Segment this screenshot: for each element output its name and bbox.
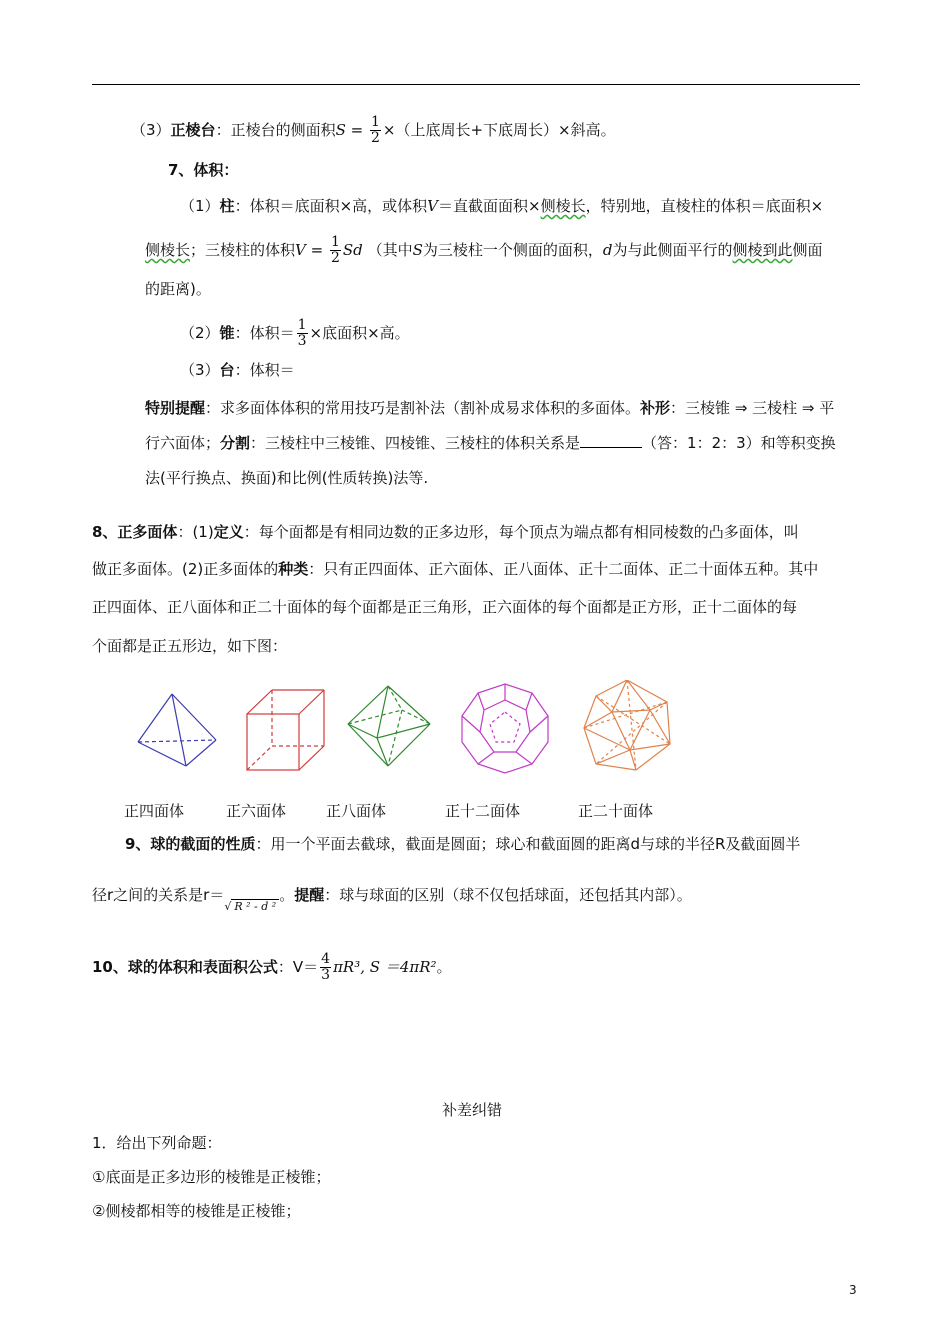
- bcjc-q1: 1．给出下列命题：: [92, 1134, 222, 1152]
- s8-line2: [92, 559, 818, 579]
- s10-title: 10、球的体积和表面积公式: [92, 958, 278, 976]
- s9-line2-c: ：球与球面的区别（球不仅包括球面，还包括其内部）。: [324, 886, 692, 904]
- s7-tip-a: ：求多面体体积的常用技巧是割补法（割补成易求体积的多面体。: [205, 399, 641, 417]
- s7-p2-frac-den: 3: [297, 333, 307, 349]
- s7-p1-wavy: 侧棱长: [540, 197, 586, 215]
- s7-p1-line2-e: 侧面: [792, 241, 823, 259]
- s3-line: [131, 115, 616, 146]
- s7-p1-Sd: Sd: [342, 241, 363, 259]
- caption-dodecahedron: 正十二面体: [445, 802, 521, 820]
- s7-p1-a: ：体积＝底面积×高，或体积: [234, 197, 428, 215]
- s7-p1-prefix: （1）: [180, 197, 220, 215]
- s7-p1-line2: [145, 235, 823, 266]
- s8-line4: 个面都是正五形边，如下图：: [92, 637, 288, 655]
- s7-tip-line2-c: （答：1：2：3）和等积变换: [642, 434, 836, 452]
- s7-tip-bold3: 分割: [220, 434, 251, 452]
- s7-tip-bold: 特别提醒: [145, 399, 206, 417]
- s8-line2-a: 做正多面体。(2)正多面体的: [92, 560, 279, 578]
- s10-a: ：V＝: [277, 958, 319, 976]
- s10-frac-num: 4: [321, 951, 331, 967]
- s7-tip-bold2: 补形: [640, 399, 671, 417]
- bcjc-title: 补差纠错: [442, 1101, 503, 1119]
- s7-p2-b: ×底面积×高。: [309, 324, 410, 342]
- s10-formula: πR³, S ＝4πR²: [333, 958, 437, 976]
- header-rule: [92, 84, 860, 85]
- sqrt-radicand: R ² - d ²: [231, 899, 279, 913]
- s3-bold: 正棱台: [170, 121, 216, 139]
- polyhedra-figures: [130, 680, 690, 780]
- s3-eq: =: [345, 121, 368, 139]
- s7-p2-prefix: （2）: [180, 324, 220, 342]
- s8-line1: [92, 522, 799, 542]
- s3-rest: ×（上底周长+下底周长）×斜高。: [382, 121, 616, 139]
- s7-p1-d: d: [602, 241, 613, 259]
- s7-p2-a: ：体积＝: [234, 324, 295, 342]
- s9-line2-b: 。: [279, 886, 295, 904]
- s7-p3-a: ：体积＝: [234, 361, 295, 379]
- caption-hexahedron: 正六面体: [226, 802, 287, 820]
- s7-p1-b: ＝直截面面积×: [437, 197, 541, 215]
- s7-p1-line3: 的距离)。: [145, 280, 211, 298]
- s7-p3-line: [180, 360, 295, 380]
- s10-line: [92, 952, 452, 983]
- s7-p1-V: V: [427, 197, 438, 215]
- s7-p1-line2-wavy: 侧棱长: [145, 241, 191, 259]
- s3-S: S: [335, 121, 346, 139]
- s7-p1-line2-c: 为三棱柱一个侧面的面积，: [422, 241, 603, 259]
- s9-line2-a: 径r之间的关系是r＝: [92, 886, 225, 904]
- s7-tip-line1: [145, 398, 834, 418]
- s7-p2-bold: 锥: [219, 324, 235, 342]
- caption-icosahedron: 正二十面体: [578, 802, 654, 820]
- s9-title: 9、球的截面的性质: [125, 835, 256, 853]
- s7-p1-V2: V: [295, 241, 306, 259]
- s7-tip-line2-a: 行六面体；: [145, 434, 221, 452]
- s7-p1-S: S: [412, 241, 423, 259]
- caption-tetrahedron: 正四面体: [124, 802, 185, 820]
- answer-blank: [580, 433, 642, 448]
- s7-p1-line2-wavy2: 侧棱到此: [732, 241, 793, 259]
- s8-line3: 正四面体、正八面体和正二十面体的每个面都是正三角形，正六面体的每个面都是正方形，正十二面体的每: [92, 598, 798, 616]
- tetrahedron-figure: [138, 694, 216, 766]
- sqrt-expression: √ R ² - d ²: [224, 897, 279, 917]
- page-number: 3: [849, 1283, 857, 1297]
- s7-p1-line2-a: ；三棱柱的体积: [190, 241, 296, 259]
- icosahedron-figure: [584, 680, 670, 770]
- s7-p1-bold: 柱: [219, 197, 235, 215]
- s7-p1-line2-d: 为与此侧面平行的: [612, 241, 733, 259]
- s3-text: ：正棱台的侧面积: [215, 121, 336, 139]
- s8-line2-b: ：只有正四面体、正六面体、正八面体、正十二面体、正二十面体五种。其中: [308, 560, 819, 578]
- s10-c: 。: [436, 958, 452, 976]
- s7-p2-line: [180, 318, 410, 349]
- s7-title: 7、体积：: [168, 161, 239, 179]
- s8-title: 8、正多面体: [92, 523, 178, 541]
- s8-b: ：每个面都是有相同边数的正多边形，每个顶点为端点都有相同棱数的凸多面体，叫: [243, 523, 799, 541]
- dodecahedron-figure: [462, 684, 548, 773]
- s7-tip-line2-b: ：三棱柱中三棱锥、四棱锥、三棱柱的体积关系是: [250, 434, 581, 452]
- s3-frac-den: 2: [370, 130, 380, 146]
- s7-tip-line3: 法(平行换点、换面)和比例(性质转换)法等.: [145, 469, 429, 487]
- s7-p2-fraction: [297, 318, 308, 349]
- bcjc-item1: ①底面是正多边形的棱锥是正棱锥；: [92, 1168, 331, 1186]
- octahedron-figure: [348, 686, 430, 766]
- s8-a: ：(1): [177, 523, 214, 541]
- s7-p1-line2-b: （其中: [367, 241, 413, 259]
- s7-p1-fraction: [330, 235, 341, 266]
- s9-tip-bold: 提醒: [294, 886, 325, 904]
- s10-frac-den: 3: [321, 967, 331, 983]
- s7-p2-frac-num: 1: [297, 317, 307, 333]
- s7-tip-b: ：三棱锥 ⇒ 三棱柱 ⇒ 平: [670, 399, 835, 417]
- s9-line1: [125, 834, 800, 854]
- cube-figure: [247, 690, 324, 770]
- s7-p1-frac-num: 1: [330, 234, 340, 250]
- s7-p3-prefix: （3）: [180, 361, 220, 379]
- s7-p1-line1: [180, 196, 823, 216]
- s7-p1-eq: =: [305, 241, 328, 259]
- bcjc-item2: ②侧棱都相等的棱锥是正棱锥；: [92, 1202, 301, 1220]
- s10-fraction: [320, 952, 331, 983]
- s8-def-bold: 定义: [213, 523, 244, 541]
- s7-p3-bold: 台: [219, 361, 235, 379]
- s7-p1-frac-den: 2: [330, 250, 340, 266]
- s3-frac-num: 1: [370, 114, 380, 130]
- s9-a: ：用一个平面去截球，截面是圆面；球心和截面圆的距离d与球的半径R及截面圆半: [255, 835, 801, 853]
- s7-p1-c: ，特别地，直棱柱的体积＝底面积×: [585, 197, 824, 215]
- s7-tip-line2: [145, 433, 836, 453]
- caption-octahedron: 正八面体: [326, 802, 387, 820]
- s9-line2: [92, 885, 692, 917]
- s8-kind-bold: 种类: [278, 560, 309, 578]
- s3-fraction: [370, 115, 381, 146]
- s3-prefix: （3）: [131, 121, 171, 139]
